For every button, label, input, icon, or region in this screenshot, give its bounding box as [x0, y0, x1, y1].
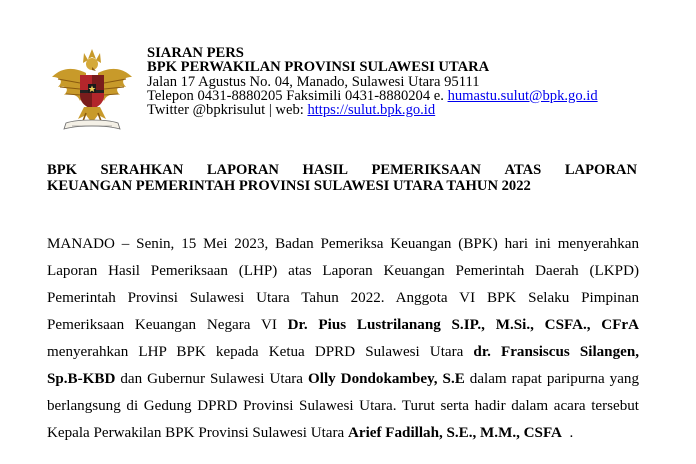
headline-word: LAPORAN — [206, 162, 279, 178]
headline-line-1 — [47, 162, 637, 178]
official-title: Sp.B-KBD — [47, 371, 116, 387]
body-line — [47, 312, 639, 339]
body-line: Pemerintah Provinsi Sulawesi Utara Tahun 2022. Anggota VI BPK Selaku Pimpinan — [47, 290, 639, 306]
body-text: Pemeriksaan Keuangan Negara VI — [47, 317, 288, 333]
official-name: Dr. Pius Lustrilanang S.IP., M.Si., CSFA., CFrA — [287, 317, 640, 333]
phone-fax-text: Telepon 0431-8880205 Faksimili 0431-8880204 e. — [147, 87, 444, 104]
headline-word: BPK — [47, 162, 77, 178]
headline — [47, 162, 637, 194]
contact-line — [147, 89, 598, 103]
body-line: MANADO – Senin, 15 Mei 2023, Badan Pemeriksa Keuangan (BPK) hari ini menyerahkan — [47, 236, 639, 252]
office-address: Jalan 17 Agustus No. 04, Manado, Sulawesi Utara 95111 — [147, 73, 480, 90]
headline-word: SERAHKAN — [100, 162, 184, 178]
headline-word: PEMERIKSAAN — [371, 162, 481, 178]
body-line — [47, 366, 639, 393]
headline-word: HASIL — [302, 162, 348, 178]
office-name: BPK PERWAKILAN PROVINSI SULAWESI UTARA — [147, 59, 490, 76]
article-body — [47, 231, 639, 447]
body-text: menyerahkan LHP BPK kepada Ketua DPRD Sulawesi Utara — [47, 344, 474, 360]
twitter-web-text: Twitter @bpkrisulut | web: — [147, 102, 304, 119]
body-line — [47, 420, 639, 447]
official-name: Olly Dondokambey, S.E — [308, 371, 465, 387]
headline-line-2: KEUANGAN PEMERINTAH PROVINSI SULAWESI UTARA TAHUN 2022 — [47, 178, 531, 194]
body-line: Laporan Hasil Pemeriksaan (LHP) atas Laporan Keuangan Pemerintah Daerah (LKPD) — [47, 263, 639, 279]
body-line: berlangsung di Gedung DPRD Provinsi Sulawesi Utara. Turut serta hadir dalam acara tersebut — [47, 398, 639, 414]
garuda-emblem-logo — [50, 47, 134, 135]
social-line — [147, 103, 598, 117]
body-text: Kepala Perwakilan BPK Provinsi Sulawesi Utara — [47, 425, 348, 441]
body-text: dalam rapat paripurna yang — [464, 371, 639, 387]
headline-word: ATAS — [504, 162, 542, 178]
body-text: dan Gubernur Sulawesi Utara — [115, 371, 309, 387]
body-line — [47, 339, 639, 366]
press-release-header — [147, 46, 598, 117]
official-name: dr. Fransiscus Silangen, — [473, 344, 639, 360]
body-text: . — [561, 425, 574, 441]
email-link[interactable]: humastu.sulut@bpk.go.id — [447, 87, 598, 104]
press-release-label: SIARAN PERS — [147, 45, 244, 61]
official-name: Arief Fadillah, S.E., M.M., CSFA — [347, 425, 562, 441]
website-link[interactable]: https://sulut.bpk.go.id — [307, 102, 436, 119]
headline-word: LAPORAN — [564, 162, 637, 178]
